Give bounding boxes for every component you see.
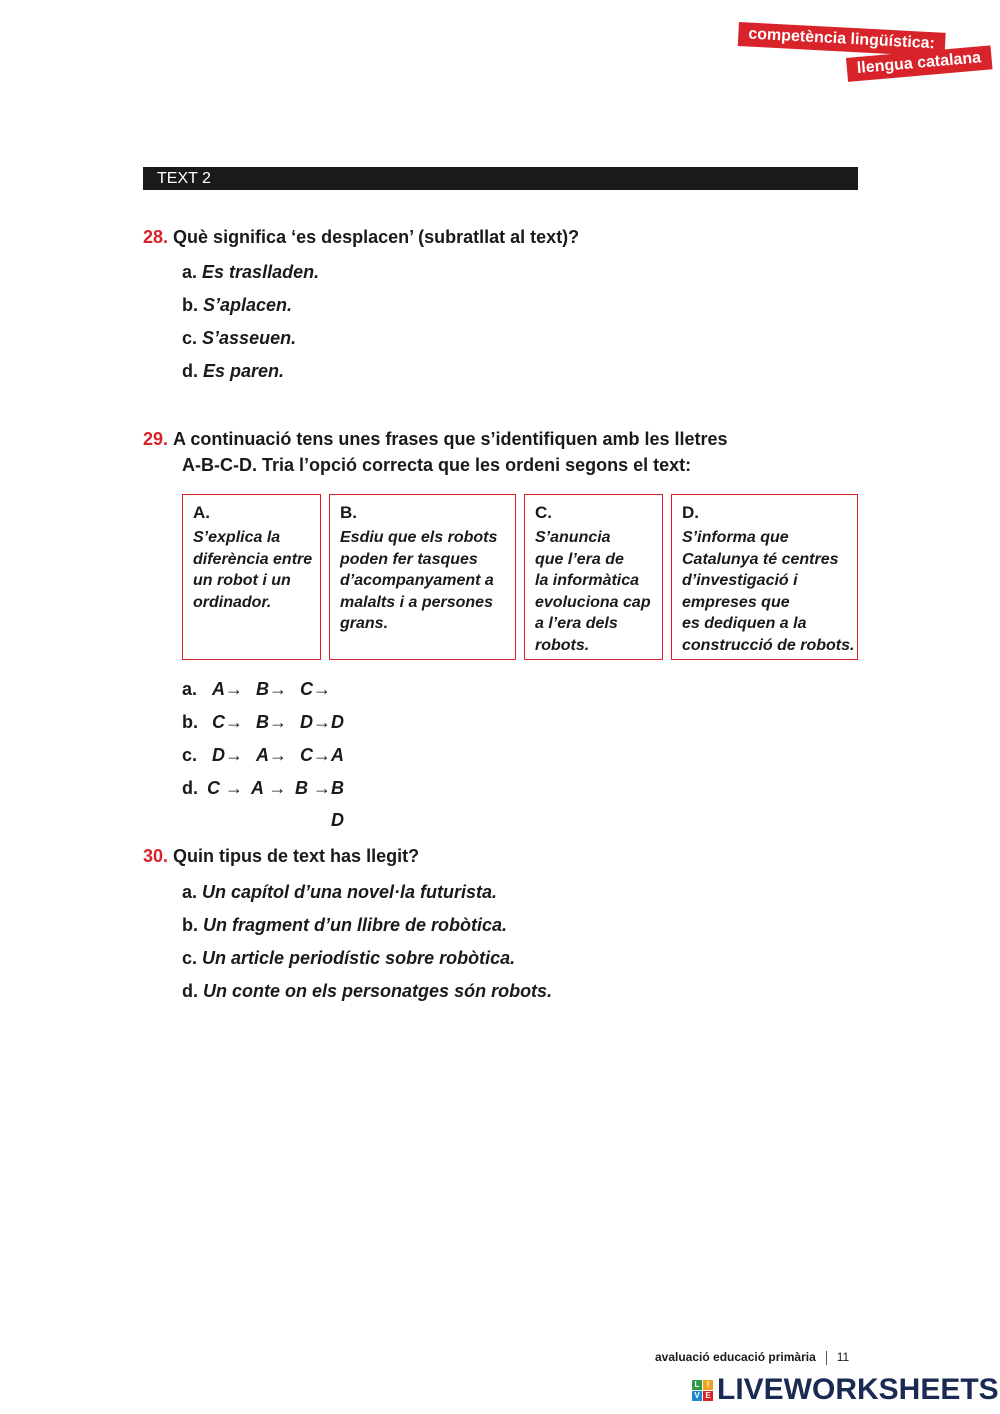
- question-text-line1: A continuació tens unes frases que s’identifiquen amb les lletres: [173, 429, 728, 449]
- arrow-icon: →: [313, 679, 331, 699]
- question-28: [143, 224, 579, 250]
- box-label: D.: [682, 503, 699, 522]
- q29-d-item1: C →: [207, 778, 244, 798]
- q30-option-d[interactable]: d. Un conte on els personatges són robots.: [182, 981, 553, 1001]
- statement-box-b: [329, 494, 516, 660]
- arrow-icon: →: [313, 745, 331, 765]
- question-29-line2: A-B-C-D. Tria l’opció correcta que les ordeni segons el text:: [182, 455, 692, 475]
- box-text: S’explica la diferència entre un robot i un ordinador.: [193, 529, 313, 611]
- question-30: [143, 843, 419, 869]
- q29-a-item3: C→: [300, 679, 331, 699]
- q29-c-item2: A→: [256, 745, 287, 765]
- arrow-icon: →: [225, 745, 243, 765]
- box-text: S’anuncia que l’era de la informàtica evoluciona cap a l’era dels robots.: [535, 529, 651, 654]
- q29-option-a[interactable]: a.: [182, 679, 198, 699]
- arrow-icon: →: [269, 712, 287, 732]
- question-number: 29.: [143, 429, 169, 449]
- footer-label: avaluació educació primària: [655, 1350, 816, 1364]
- footer-divider: [826, 1351, 827, 1365]
- statement-box-a: [182, 494, 321, 660]
- arrow-icon: →: [268, 778, 287, 798]
- question-text: Què significa ‘es desplacen’ (subratllat al text)?: [173, 227, 580, 247]
- liveworksheets-logo[interactable]: [692, 1375, 999, 1405]
- liveworksheets-icon: L I V E: [692, 1380, 713, 1401]
- arrow-icon: →: [313, 712, 331, 732]
- page-number: 11: [836, 1350, 850, 1364]
- q29-c-item3: C→A: [300, 745, 344, 765]
- q28-option-b[interactable]: b. S’aplacen.: [182, 295, 293, 315]
- question-text: Quin tipus de text has llegit?: [173, 846, 420, 866]
- q30-option-b[interactable]: b. Un fragment d’un llibre de robòtica.: [182, 915, 508, 935]
- statement-box-d: [671, 494, 858, 660]
- box-text: S’informa que Catalunya té centres d’investigació i empreses que es dediquen a la construcció de robots.: [682, 529, 855, 654]
- q29-d-item3: B →B: [295, 778, 345, 798]
- q28-option-a[interactable]: a. Es traslladen.: [182, 262, 320, 282]
- arrow-icon: →: [225, 679, 243, 699]
- q30-option-c[interactable]: c. Un article periodístic sobre robòtica.: [182, 948, 516, 968]
- subject-tag-competencia: competència lingüística:: [738, 22, 946, 57]
- arrow-icon: →: [313, 778, 332, 798]
- q29-c-item1: D→: [212, 745, 243, 765]
- subject-tag-llengua: llengua catalana: [846, 45, 992, 82]
- question-29: [143, 426, 728, 452]
- q28-option-d[interactable]: d. Es paren.: [182, 361, 285, 381]
- arrow-icon: →: [269, 679, 287, 699]
- section-header-bar: TEXT 2: [143, 167, 858, 190]
- q29-d-item2: A →: [251, 778, 287, 798]
- q29-a-item1: A→: [212, 679, 243, 699]
- box-label: A.: [193, 503, 210, 522]
- arrow-icon: →: [225, 712, 243, 732]
- statement-box-c: [524, 494, 663, 660]
- box-label: C.: [535, 503, 552, 522]
- question-number: 28.: [143, 227, 169, 247]
- box-text: Esdiu que els robots poden fer tasques d’acompanyament a malalts i a persones grans.: [340, 529, 498, 632]
- arrow-icon: →: [269, 745, 287, 765]
- q29-b-item2: B→: [256, 712, 287, 732]
- q29-d-extra: D: [331, 810, 344, 830]
- q29-option-d[interactable]: d.: [182, 778, 198, 798]
- page-footer: [655, 1350, 849, 1365]
- liveworksheets-wordmark: LIVEWORKSHEETS: [717, 1373, 999, 1406]
- q29-option-c[interactable]: c.: [182, 745, 198, 765]
- q29-b-item3: D→D: [300, 712, 344, 732]
- box-label: B.: [340, 503, 357, 522]
- q29-option-b[interactable]: b.: [182, 712, 198, 732]
- q29-b-item1: C→: [212, 712, 243, 732]
- q28-option-c[interactable]: c. S’asseuen.: [182, 328, 297, 348]
- question-number: 30.: [143, 846, 169, 866]
- arrow-icon: →: [225, 778, 244, 798]
- q30-option-a[interactable]: a. Un capítol d’una novel·la futurista.: [182, 882, 498, 902]
- q29-a-item2: B→: [256, 679, 287, 699]
